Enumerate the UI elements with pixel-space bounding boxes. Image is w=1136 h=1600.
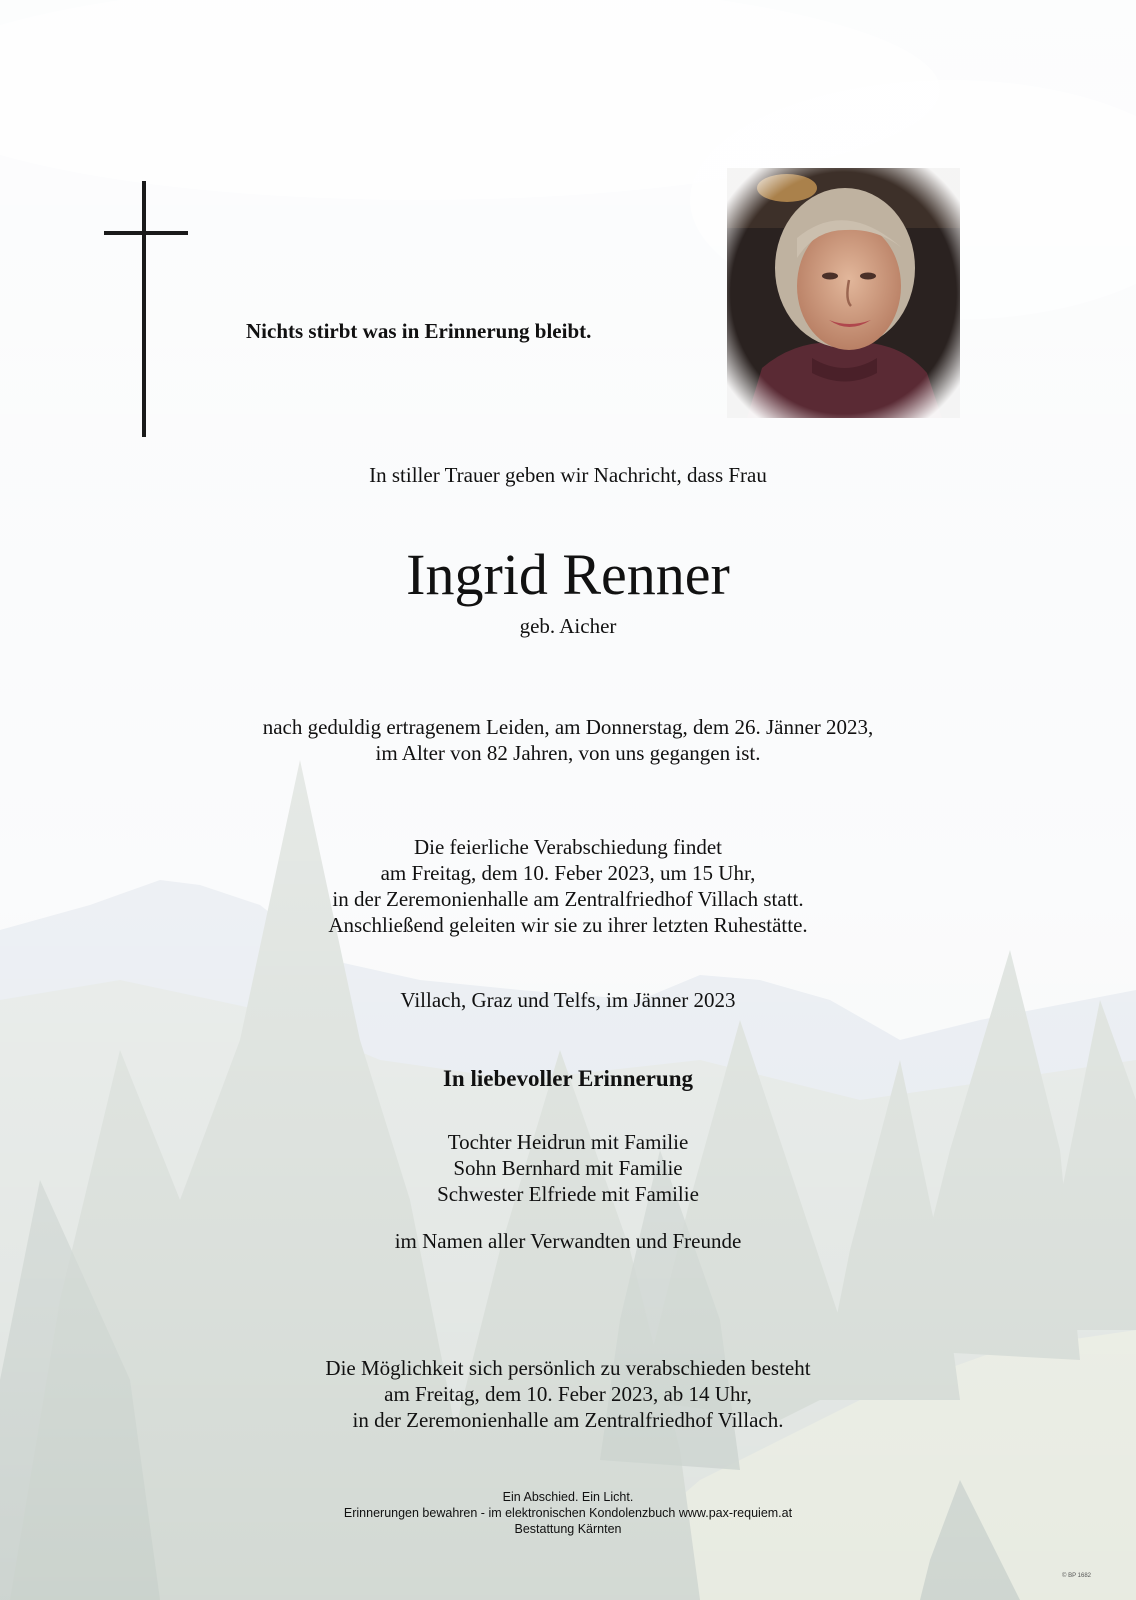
mourner-item: Sohn Bernhard mit Familie: [453, 1156, 683, 1180]
footer-company: Bestattung Kärnten: [514, 1522, 622, 1536]
mourner-item: Tochter Heidrun mit Familie: [447, 1130, 689, 1154]
memory-heading: In liebevoller Erinnerung: [442, 1066, 694, 1091]
ceremony-line: Die feierliche Verabschiedung findet: [413, 835, 723, 859]
viewing-info: [0, 1355, 1136, 1433]
footer-tagline: Ein Abschied. Ein Licht.: [502, 1490, 634, 1504]
corner-mark: © BP 1682: [1062, 1573, 1091, 1579]
intro-text: In stiller Trauer geben wir Nachricht, dass Frau: [369, 463, 767, 487]
deceased-name: Ingrid Renner: [406, 542, 730, 607]
viewing-line: am Freitag, dem 10. Feber 2023, ab 14 Uhr,: [384, 1382, 752, 1406]
viewing-line: in der Zeremonienhalle am Zentralfriedhof Villach.: [352, 1408, 784, 1432]
ceremony-line: Anschließend geleiten wir sie zu ihrer letzten Ruhestätte.: [328, 913, 808, 937]
footer: [0, 1489, 1136, 1537]
ceremony-line: am Freitag, dem 10. Feber 2023, um 15 Uhr,: [380, 861, 756, 885]
portrait-photo: [727, 168, 960, 418]
footer-condolence-link[interactable]: Erinnerungen bewahren - im elektronischen Kondolenzbuch www.pax-requiem.at: [343, 1506, 793, 1520]
death-notice-line: nach geduldig ertragenem Leiden, am Donnerstag, dem 26. Jänner 2023,: [262, 715, 874, 739]
death-notice-line: im Alter von 82 Jahren, von uns gegangen ist.: [375, 741, 761, 765]
place-date: Villach, Graz und Telfs, im Jänner 2023: [400, 988, 736, 1012]
maiden-name: geb. Aicher: [519, 614, 617, 638]
mourner-item: Schwester Elfriede mit Familie: [437, 1182, 699, 1206]
viewing-line: Die Möglichkeit sich persönlich zu verabschieden besteht: [325, 1356, 811, 1380]
death-notice: [0, 714, 1136, 766]
motto: Nichts stirbt was in Erinnerung bleibt.: [246, 319, 592, 343]
ceremony-info: [0, 834, 1136, 938]
ceremony-line: in der Zeremonienhalle am Zentralfriedhof Villach statt.: [332, 887, 804, 911]
cross-vertical-bar: [142, 181, 146, 437]
relatives-line: im Namen aller Verwandten und Freunde: [394, 1229, 742, 1253]
mourners-list: [0, 1129, 1136, 1207]
cross-horizontal-bar: [104, 231, 188, 235]
